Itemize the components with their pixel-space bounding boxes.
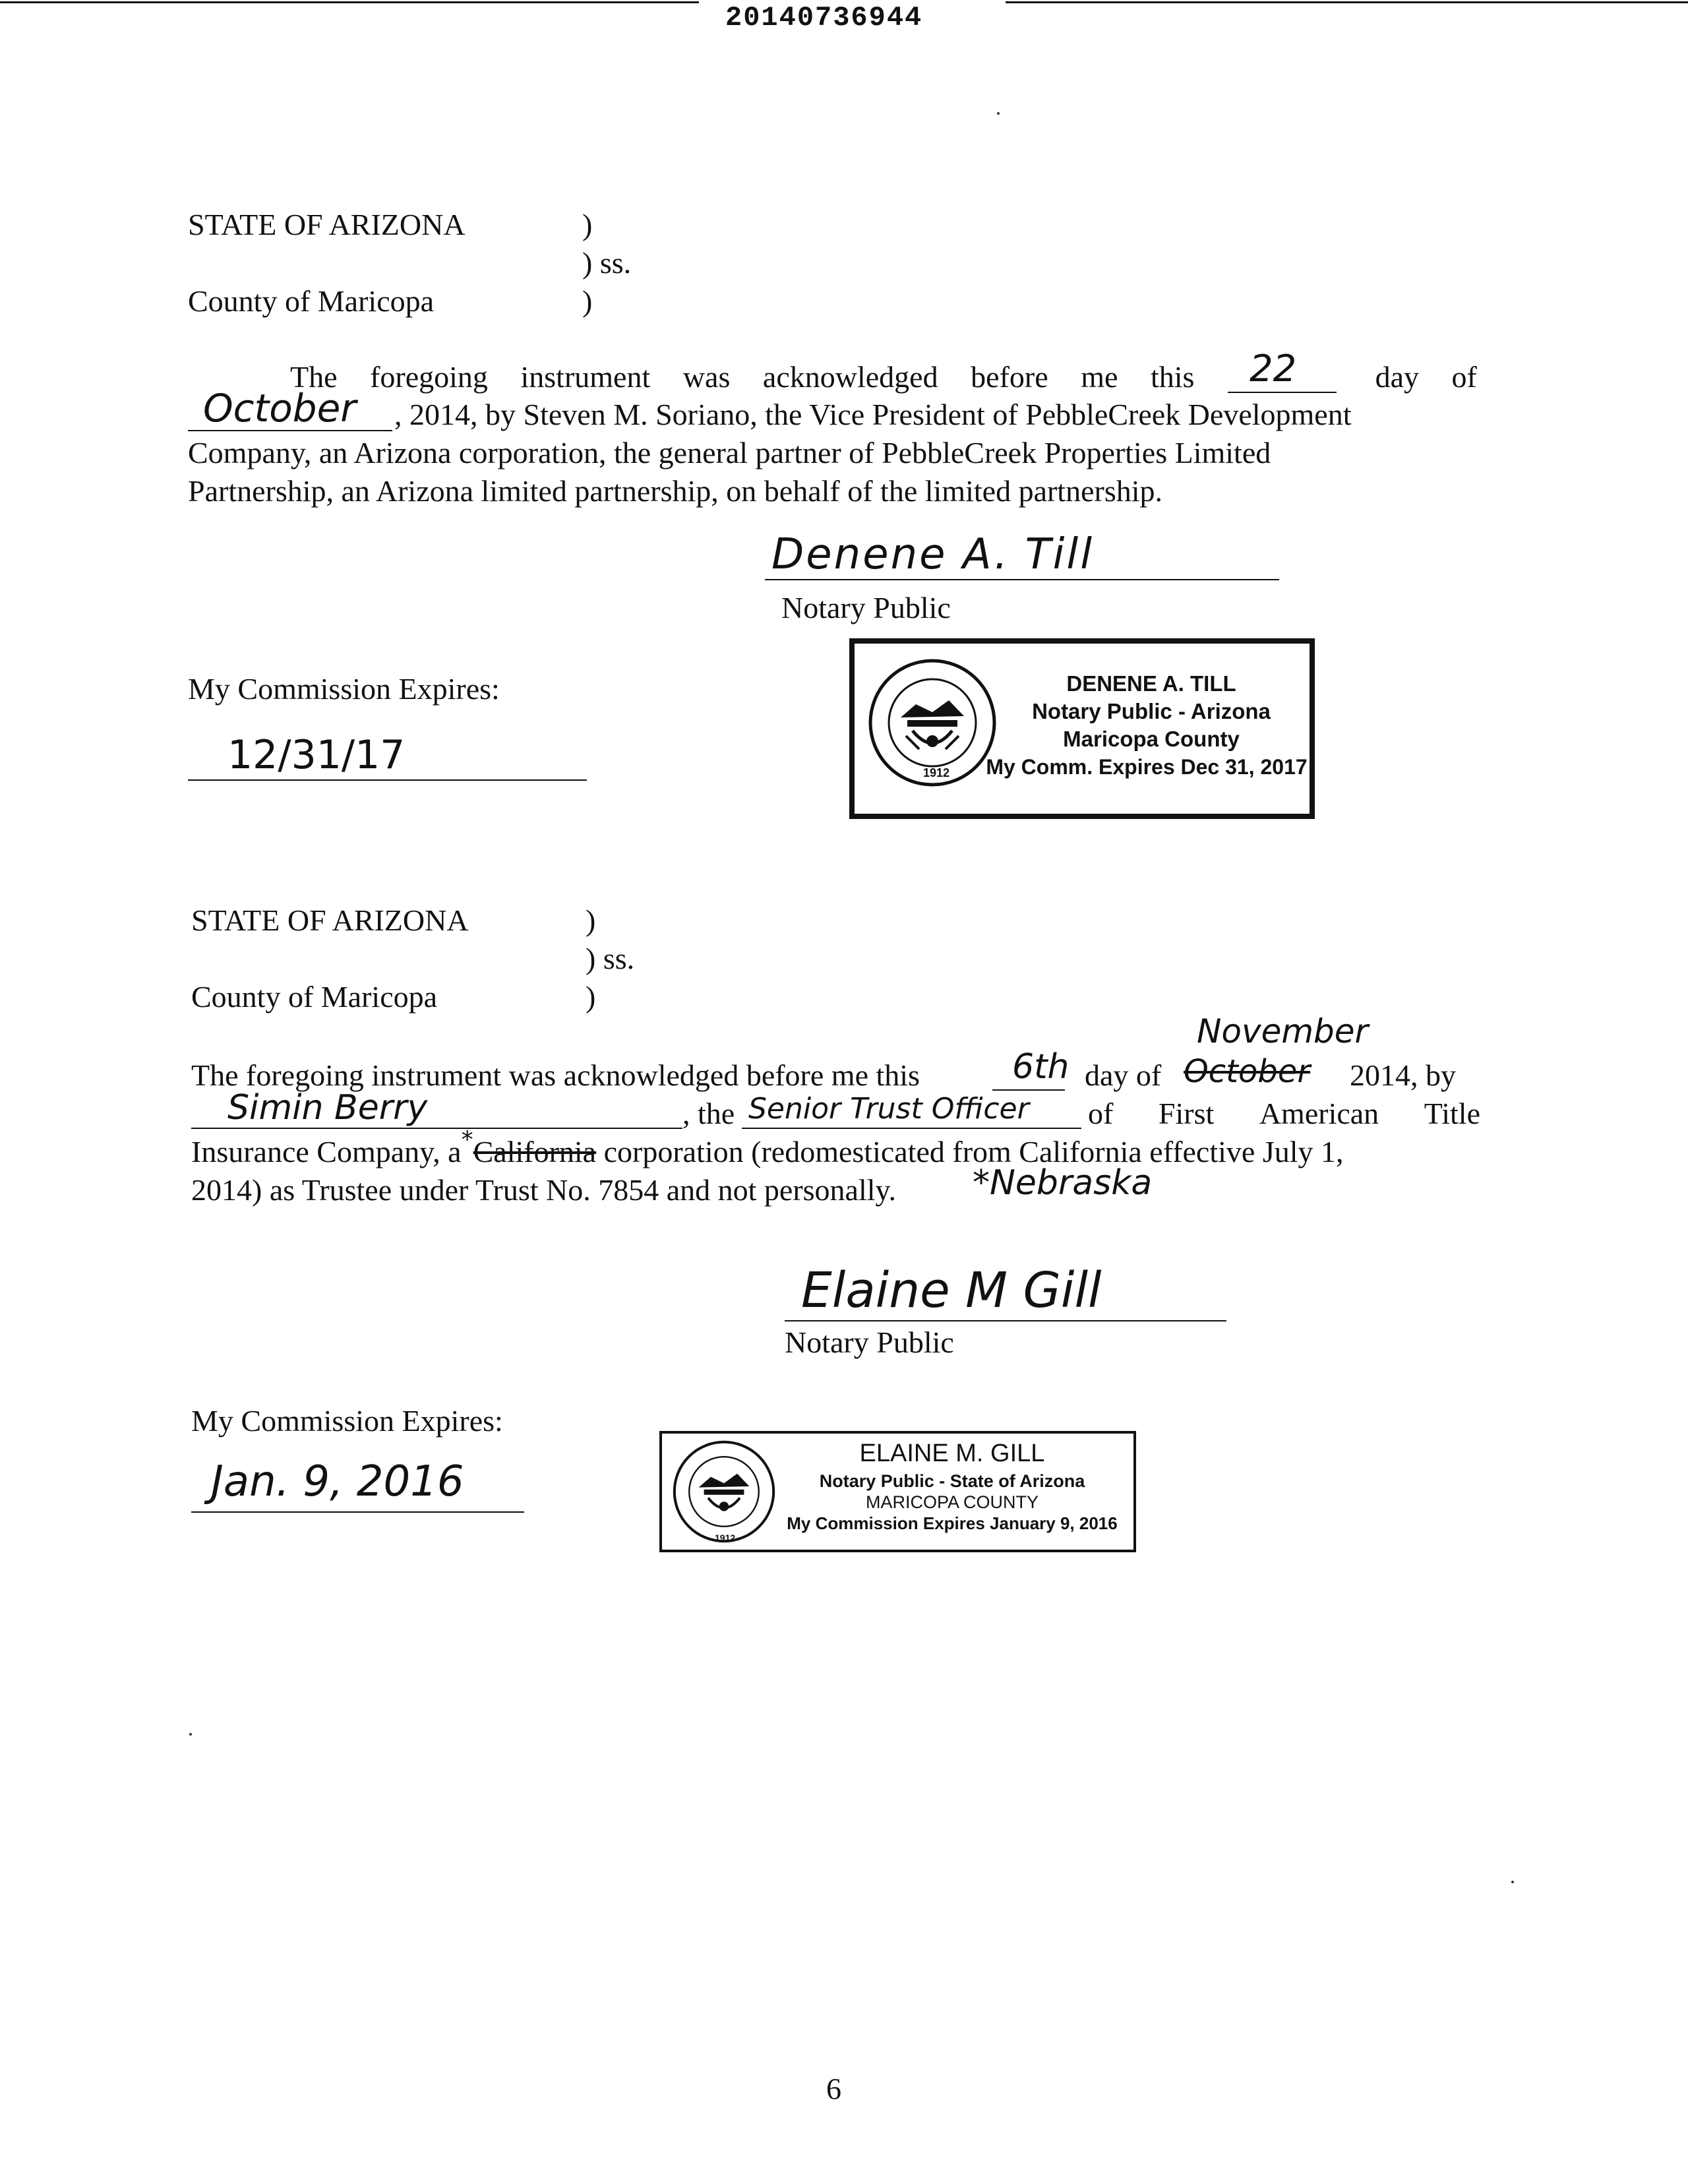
commission-expires-label: My Commission Expires: (188, 672, 500, 706)
scan-speck (1511, 1881, 1514, 1883)
paragraph-line: Company, an Arizona corporation, the general partner of PebbleCreek Properties Limited (188, 436, 1271, 470)
paragraph-line: The foregoing instrument was acknowledged before me this (191, 1058, 920, 1092)
venue-paren: ) (582, 208, 593, 241)
word: before (971, 360, 1048, 394)
word: of (1088, 1097, 1114, 1130)
header-rule-right (1006, 1, 1688, 3)
paragraph-line: 2014) as Trustee under Trust No. 7854 and not personally. (191, 1173, 897, 1207)
handwritten-month-correction: November (1197, 1012, 1369, 1050)
stamp-line: Notary Public - Arizona (1032, 699, 1271, 723)
great-seal-icon (671, 1439, 777, 1544)
paragraph-line: , the (682, 1097, 735, 1130)
word: of (1451, 360, 1477, 394)
text: corporation (redomesticated from California effective July 1, (603, 1135, 1344, 1168)
venue-ss: ) ss. (582, 246, 632, 280)
paragraph-line: 2014, by (1350, 1058, 1456, 1092)
word: First (1158, 1097, 1215, 1130)
word: foregoing (370, 360, 488, 394)
paragraph-line: Partnership, an Arizona limited partnership, on behalf of the limited partnership. (188, 474, 1162, 508)
word: this (1150, 360, 1195, 394)
scan-speck (189, 1733, 192, 1736)
struck-state: California (473, 1135, 597, 1168)
handwritten-day: 6th (1012, 1047, 1070, 1087)
signature-line (765, 579, 1279, 580)
name-blank (191, 1128, 682, 1129)
seal-year: 1912 (715, 1532, 736, 1543)
commission-expires-label: My Commission Expires: (191, 1404, 503, 1438)
handwritten-month: October (203, 386, 357, 431)
stamp-line: Maricopa County (1063, 727, 1240, 751)
asterisk-mark: * (461, 1126, 473, 1153)
stamp-name: ELAINE M. GILL (859, 1440, 1045, 1467)
paragraph-line: day of (1085, 1058, 1162, 1092)
stamp-line: My Commission Expires January 9, 2016 (787, 1513, 1118, 1533)
stamp-name: DENENE A. TILL (1066, 671, 1236, 696)
notary-signature: Denene A. Till (771, 530, 1094, 579)
handwritten-state-correction: *Nebraska (973, 1163, 1153, 1203)
handwritten-day: 22 (1250, 348, 1297, 390)
text: Insurance Company, a (191, 1135, 462, 1168)
venue-paren: ) (582, 284, 593, 318)
county-heading: County of Maricopa (191, 980, 438, 1014)
header-rule-left (0, 1, 699, 3)
notary-public-label: Notary Public (785, 1325, 954, 1359)
state-heading: STATE OF ARIZONA (188, 208, 466, 241)
word: instrument (520, 360, 651, 394)
word: The (290, 360, 338, 394)
stamp-line: My Comm. Expires Dec 31, 2017 (986, 755, 1308, 779)
paragraph-line: , 2014, by Steven M. Soriano, the Vice President of PebbleCreek Development (394, 398, 1352, 431)
document-number: 20140736944 (725, 2, 923, 34)
stamp-line: Notary Public - State of Arizona (819, 1471, 1085, 1491)
commission-date: Jan. 9, 2016 (211, 1457, 464, 1506)
commission-date: 12/31/17 (227, 732, 406, 778)
scan-speck (997, 112, 1000, 115)
handwritten-name: Simin Berry (227, 1088, 428, 1128)
word: day (1375, 360, 1419, 394)
stamp-line: MARICOPA COUNTY (865, 1492, 1039, 1512)
word: Title (1424, 1097, 1480, 1130)
commission-date-line (191, 1511, 524, 1513)
venue-paren: ) (586, 903, 596, 937)
venue-ss: ) ss. (586, 942, 635, 975)
notary-stamp (659, 1431, 1136, 1552)
word: acknowledged (762, 360, 938, 394)
notary-signature: Elaine M Gill (801, 1262, 1102, 1319)
commission-date-line (188, 779, 587, 781)
signature-line (785, 1320, 1226, 1321)
word: me (1081, 360, 1118, 394)
county-heading: County of Maricopa (188, 284, 435, 318)
struck-month: October (1184, 1053, 1311, 1090)
word: was (682, 360, 731, 394)
handwritten-title: Senior Trust Officer (748, 1092, 1029, 1126)
state-heading: STATE OF ARIZONA (191, 903, 469, 937)
paragraph-line (1088, 1095, 1480, 1133)
notary-public-label: Notary Public (781, 591, 951, 624)
seal-year: 1912 (923, 766, 950, 779)
day-blank (1228, 392, 1337, 393)
title-blank (742, 1128, 1081, 1129)
word: American (1259, 1097, 1379, 1130)
notary-stamp (849, 638, 1315, 819)
paragraph-line (191, 1126, 1344, 1174)
page-number: 6 (826, 2072, 841, 2106)
venue-paren: ) (586, 980, 596, 1014)
